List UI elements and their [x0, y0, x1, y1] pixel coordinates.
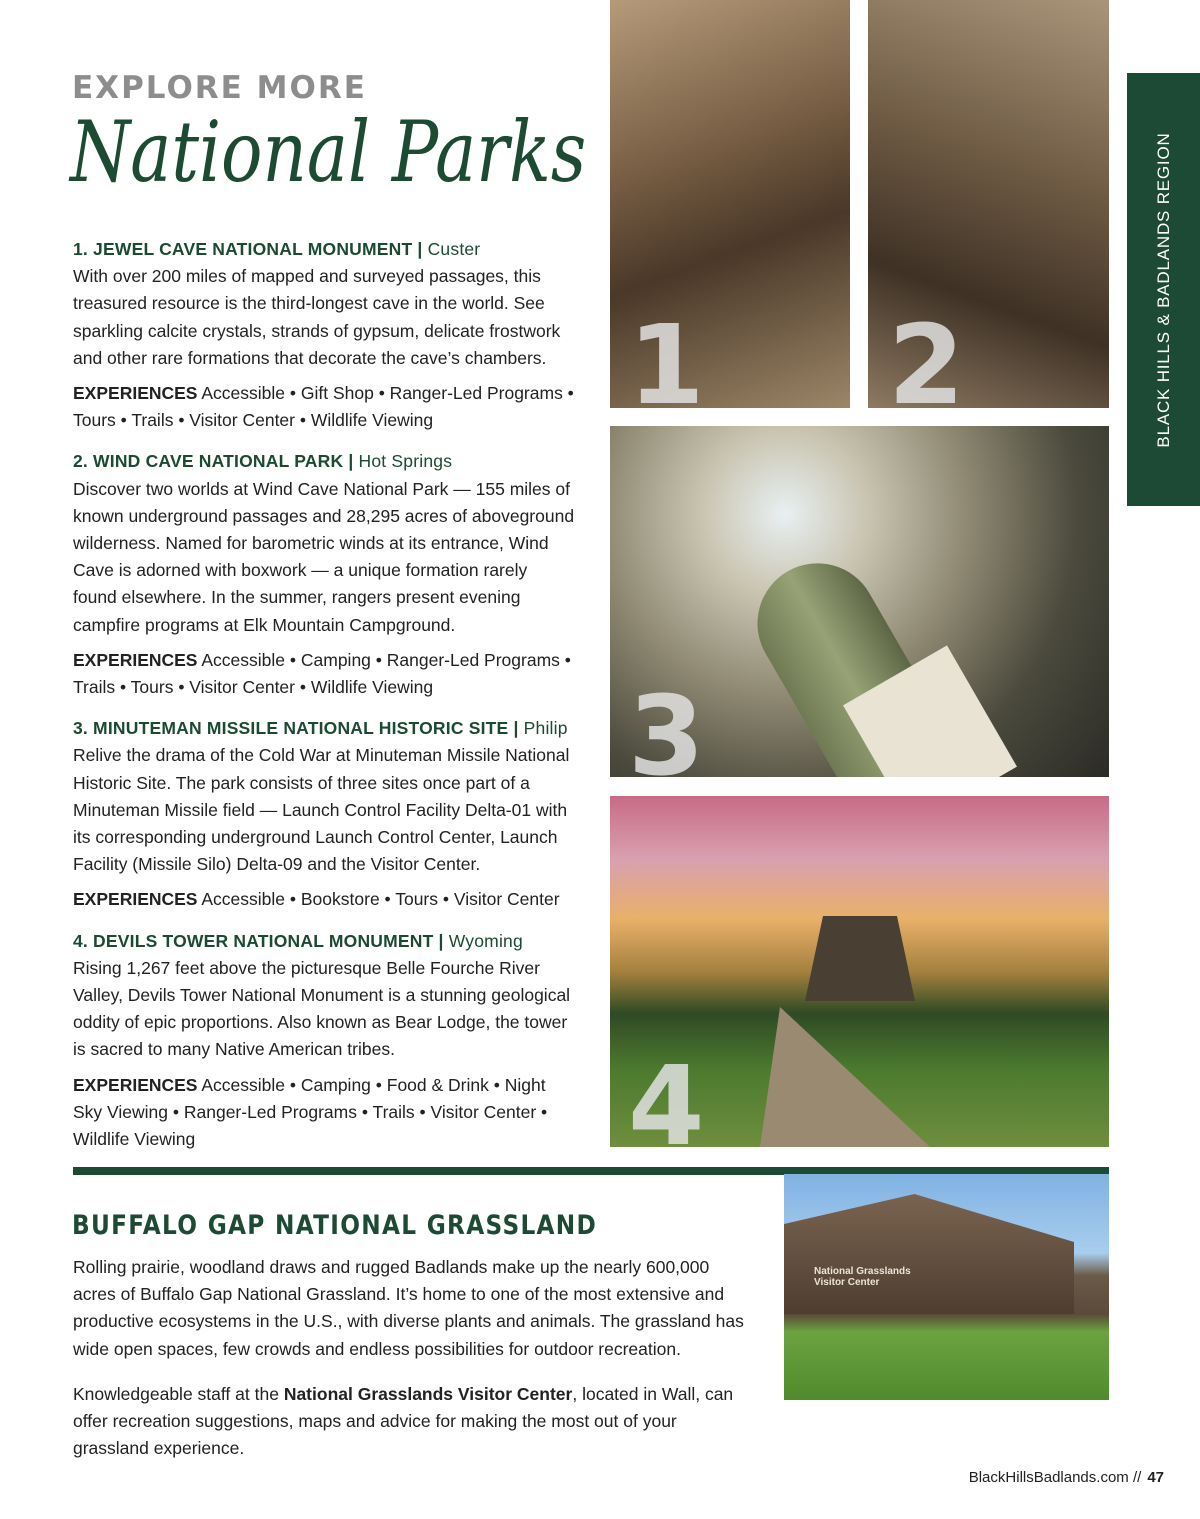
photo-jewel-cave [610, 0, 850, 408]
grassland-paragraph: Rolling prairie, woodland draws and rugged Badlands make up the nearly 600,000 acres of Buffalo Gap National Grassland. It’s home to one of the most extensive and productive ecosystems in the U.S., with diverse plants and animals. The grassland has wide open spaces, few crowds and endless possibilities for outdoor recreation. [73, 1257, 744, 1359]
park-experiences: EXPERIENCES Accessible • Camping • Food & Drink • Night Sky Viewing • Ranger-Led Programs • Trails • Visitor Center • Wildlife Viewing [73, 1074, 548, 1150]
road-shape [760, 1007, 930, 1147]
building-sign: National Grasslands Visitor Center [814, 1266, 911, 1288]
grassland-paragraph: Knowledgeable staff at the National Grasslands Visitor Center, located in Wall, can offer recreation suggestions, maps and advice for making the most out of your grassland experience. [73, 1383, 734, 1459]
parks-column [73, 236, 575, 1167]
park-experiences: EXPERIENCES Accessible • Camping • Ranger-Led Programs • Trails • Tours • Visitor Center • Wildlife Viewing [73, 649, 571, 698]
footer-website: BlackHillsBadlands.com [968, 1469, 1129, 1486]
park-heading: 3. MINUTEMAN MISSILE NATIONAL HISTORIC SITE | Philip [73, 718, 568, 739]
park-description: With over 200 miles of mapped and surveyed passages, this treasured resource is the third-longest cave in the world. See sparkling calcite crystals, strands of gypsum, delicate frostwork and other rare formations that decorate the cave’s chambers. [73, 266, 561, 368]
tower-shape [805, 916, 915, 1001]
photo-devils-tower [610, 796, 1109, 1147]
park-section-devils-tower [73, 928, 575, 1154]
region-label: BLACK HILLS & BADLANDS REGION [1153, 131, 1173, 448]
park-section-jewel-cave [73, 236, 575, 434]
building-shape [784, 1194, 1074, 1314]
park-section-minuteman [73, 715, 575, 913]
photo-number: 4 [628, 1042, 705, 1147]
park-description: Relive the drama of the Cold War at Minuteman Missile National Historic Site. The park consists of three sites once part of a Minuteman Missile field — Launch Control Facility Delta-01 with its corresponding underground Launch Control Center, Launch Facility (Missile Silo) Delta-09 and the Visitor Center. [73, 745, 570, 875]
page-number: 47 [1147, 1469, 1164, 1486]
park-section-wind-cave [73, 448, 575, 701]
kicker: EXPLORE MORE [72, 70, 367, 106]
park-description: Rising 1,267 feet above the picturesque Belle Fourche River Valley, Devils Tower National Monument is a stunning geological oddity of epic proportions. Also known as Bear Lodge, the tower is sacred to many Native American tribes. [73, 957, 571, 1060]
region-side-tab [1127, 73, 1200, 506]
park-heading: 2. WIND CAVE NATIONAL PARK | Hot Springs [73, 451, 453, 472]
page-title: National Parks [70, 103, 587, 201]
photo-number: 3 [628, 672, 705, 777]
page-footer: BlackHillsBadlands.com // 47 [968, 1469, 1164, 1486]
park-experiences: EXPERIENCES Accessible • Gift Shop • Ranger-Led Programs • Tours • Trails • Visitor Center • Wildlife Viewing [73, 383, 574, 431]
park-description: Discover two worlds at Wind Cave National Park — 155 miles of known underground passages and 28,295 acres of aboveground wilderness. Named for barometric winds at its entrance, Wind Cave is adorned with boxwork — a unique formation rarely found elsewhere. In the summer, rangers present evening campfire programs at Elk Mountain Campground. [73, 478, 575, 635]
grassland-body [73, 1254, 753, 1462]
park-heading: 4. DEVILS TOWER NATIONAL MONUMENT | Wyoming [73, 930, 523, 951]
park-heading: 1. JEWEL CAVE NATIONAL MONUMENT | Custer [73, 239, 481, 259]
photo-number: 1 [628, 301, 705, 408]
photo-number: 2 [888, 301, 965, 408]
photo-grasslands-visitor-center [784, 1174, 1109, 1400]
photo-minuteman-missile [610, 426, 1109, 777]
photo-wind-cave [868, 0, 1109, 408]
park-experiences: EXPERIENCES Accessible • Bookstore • Tours • Visitor Center [73, 889, 560, 910]
grassland-title: BUFFALO GAP NATIONAL GRASSLAND [72, 1210, 598, 1241]
